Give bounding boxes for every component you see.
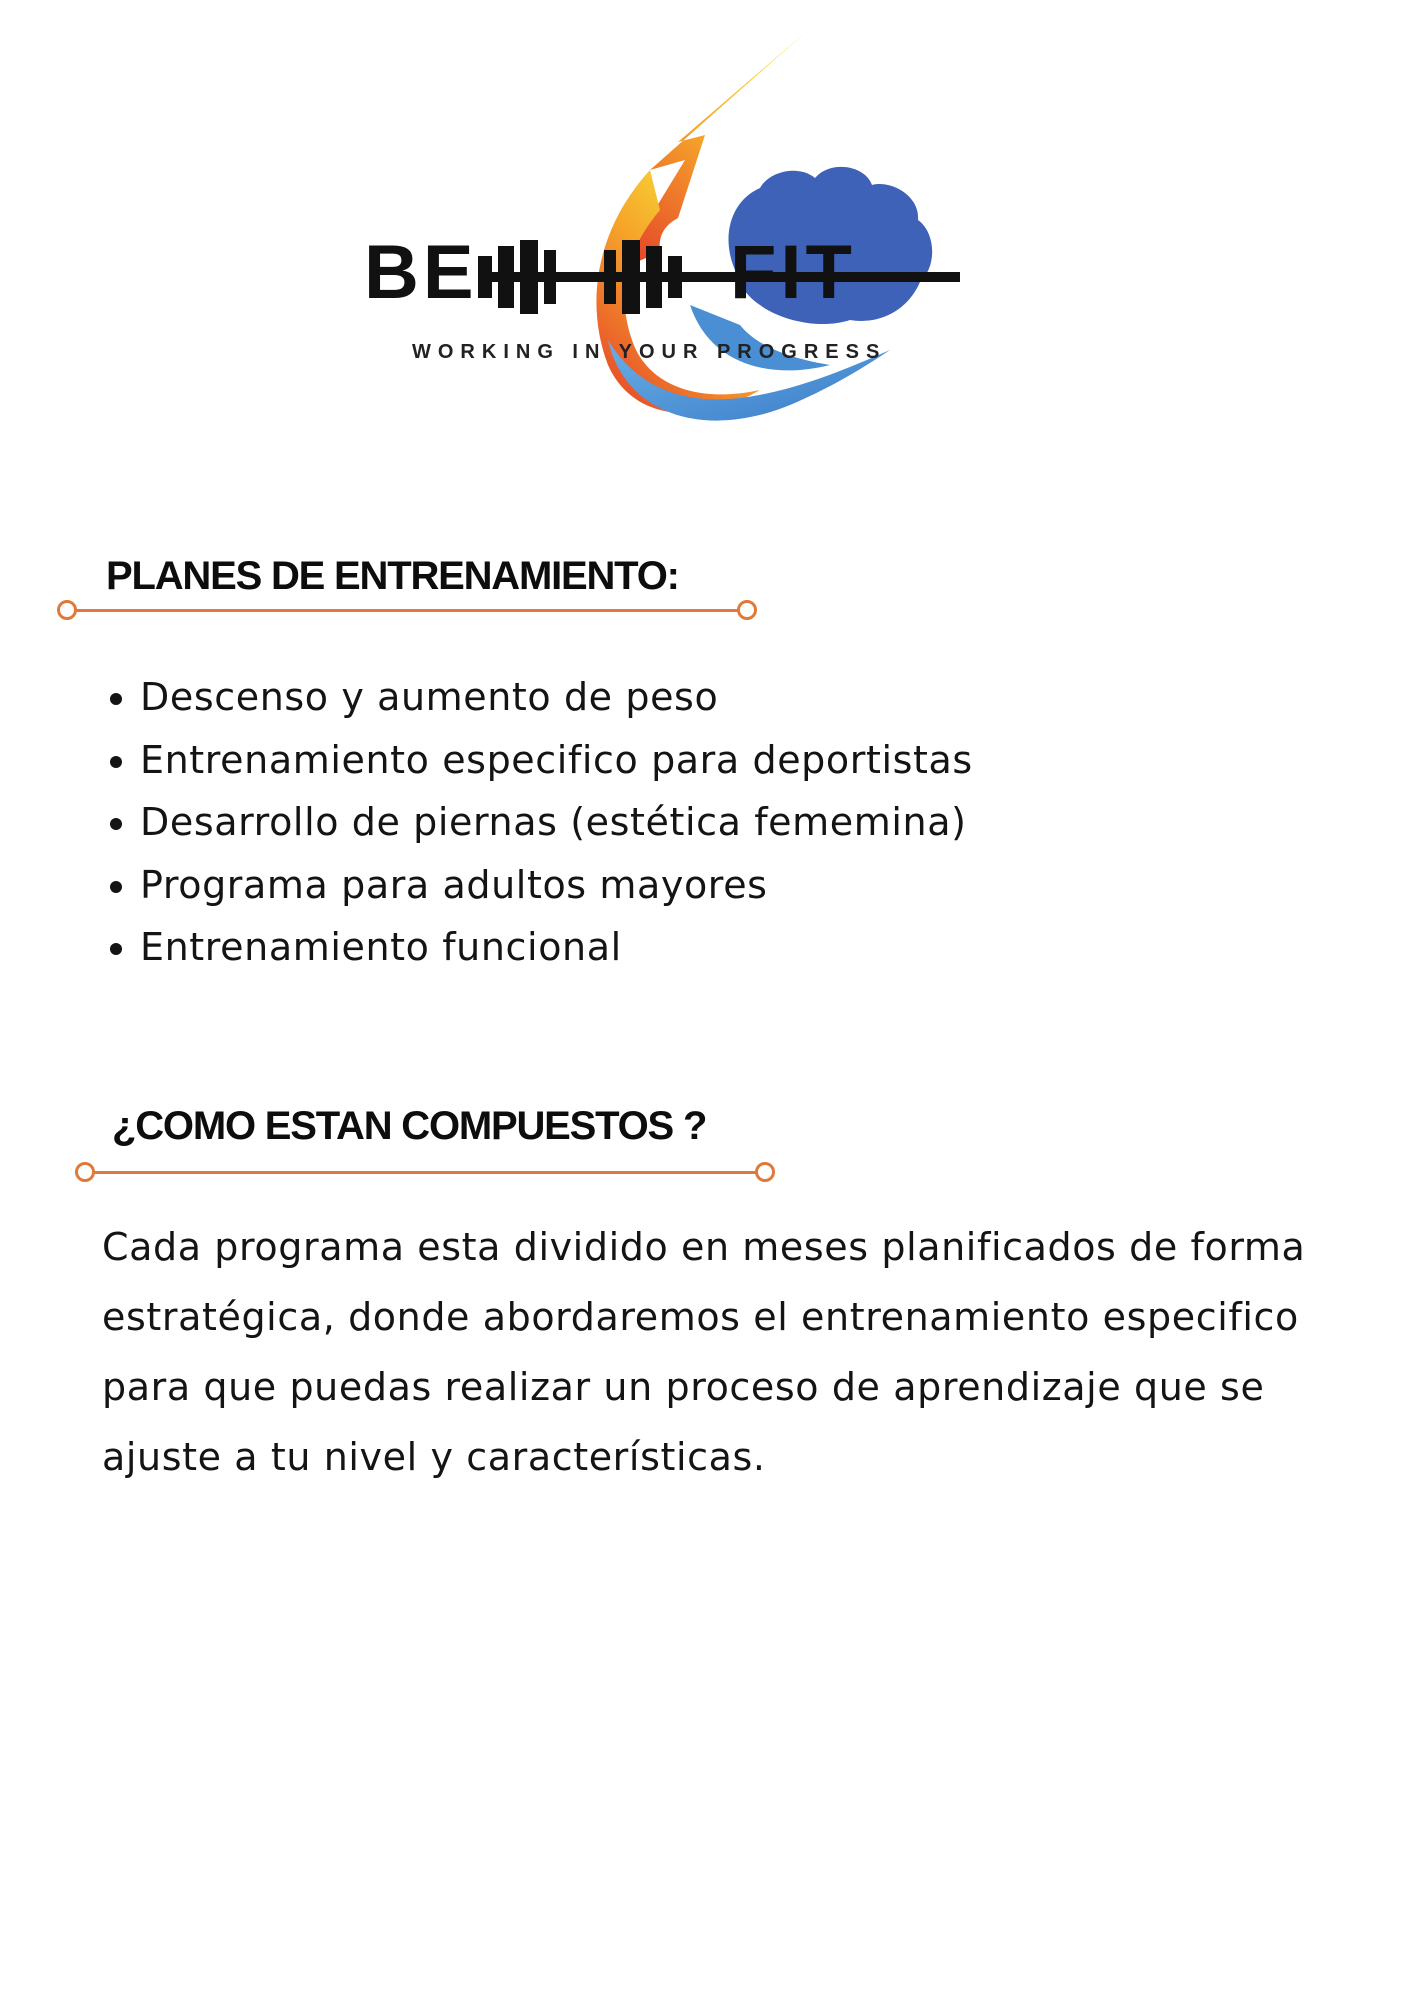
brand-right-text: FIT [730,230,856,315]
composition-paragraph: Cada programa esta dividido en meses planificados de forma estratégica, donde abordaremos el entrenamiento especifico para que puedas realizar un proceso de aprendizaje que se ajuste a tu nivel y características. [102,1225,1306,1479]
brand-left-text: BE [364,230,478,315]
list-item: • Entrenamiento especifico para deportistas [140,729,973,792]
list-item: • Descenso y aumento de peso [140,666,973,729]
composition-heading-rule [86,1171,766,1174]
be-fit-logo [360,20,1060,440]
rule-endpoint-right [737,600,757,620]
list-item: • Entrenamiento funcional [140,916,973,979]
list-item: • Desarrollo de piernas (estética fememina) [140,791,973,854]
rule-endpoint-left [57,600,77,620]
plans-heading-rule [68,609,748,612]
rule-endpoint-left [75,1162,95,1182]
plans-heading: PLANES DE ENTRENAMIENTO: [106,554,679,598]
rule-endpoint-right [755,1162,775,1182]
plans-list [106,666,973,979]
composition-heading: ¿COMO ESTAN COMPUESTOS ? [112,1104,707,1148]
lightning-barbell-fist-icon [360,20,1060,440]
list-item: • Programa para adultos mayores [140,854,973,917]
tagline-text: WORKING IN YOUR PROGRESS [412,341,887,363]
